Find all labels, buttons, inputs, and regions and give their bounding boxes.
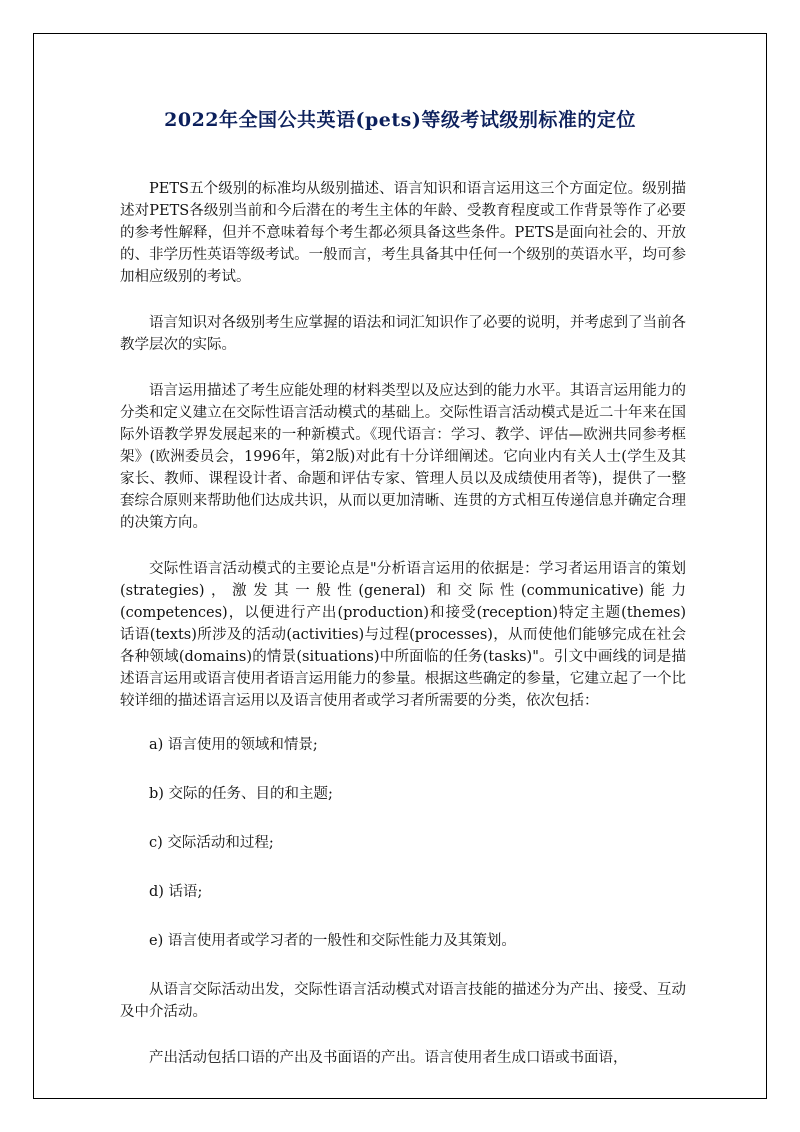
document-body (120, 178, 686, 1093)
list-item-c: c) 交际活动和过程; (149, 835, 274, 851)
paragraph-skills: 从语言交际活动出发，交际性语言活动模式对语言技能的描述分为产出、接受、互动及中介活动。 (120, 982, 686, 1020)
document-title: 2022年全国公共英语(pets)等级考试级别标准的定位 (164, 109, 636, 131)
list-item-b: b) 交际的任务、目的和主题; (149, 786, 333, 802)
paragraph-pets-levels: PETS五个级别的标准均从级别描述、语言知识和语言运用这三个方面定位。级别描述对PETS各级别当前和今后潜在的考生主体的年龄、受教育程度或工作背景等作了必要的参考性解释，但并不意味着每个考生都必须具备这些条件。PETS是面向社会的、开放的、非学历性英语等级考试。一般而言，考生具备其中任何一个级别的英语水平，均可参加相应级别的考试。 (120, 181, 686, 285)
paragraph-production: 产出活动包括口语的产出及书面语的产出。语言使用者生成口语或书面语， (149, 1050, 628, 1066)
list-item-d: d) 话语; (149, 884, 203, 900)
list-item-e: e) 语言使用者或学习者的一般性和交际性能力及其策划。 (149, 933, 516, 949)
paragraph-language-knowledge: 语言知识对各级别考生应掌握的语法和词汇知识作了必要的说明，并考虑到了当前各教学层次的实际。 (120, 315, 686, 353)
list-item-a: a) 语言使用的领域和情景; (149, 737, 318, 753)
paragraph-communicative-model: 交际性语言活动模式的主要论点是"分析语言运用的依据是：学习者运用语言的策划(strategies)，激发其一般性(general) 和交际性(communicative)能力(competences)，以便进行产出(production)和接受(reception)特定主题(themes) 话语(texts)所涉及的活动(activities)与过程(processes)，从而使他们能够完成在社会各种领域(domains)的情景(situations)中所面临的任务(tasks)"。引文中画线的词是描述语言运用或语言使用者语言运用能力的参量。根据这些确定的参量，它建立起了一个比较详细的描述语言运用以及语言使用者或学习者所需要的分类，依次包括： (120, 561, 686, 709)
paragraph-language-use: 语言运用描述了考生应能处理的材料类型以及应达到的能力水平。其语言运用能力的分类和定义建立在交际性语言活动模式的基础上。交际性语言活动模式是近二十年来在国际外语教学界发展起来的一种新模式。《现代语言：学习、教学、评估—欧洲共同参考框架》(欧洲委员会，1996年，第2版)对此有十分详细阐述。它向业内有关人士(学生及其家长、教师、课程设计者、命题和评估专家、管理人员以及成绩使用者等)，提供了一整套综合原则来帮助他们达成共识，从而以更加清晰、连贯的方式相互传递信息并确定合理的决策方向。 (120, 383, 686, 531)
